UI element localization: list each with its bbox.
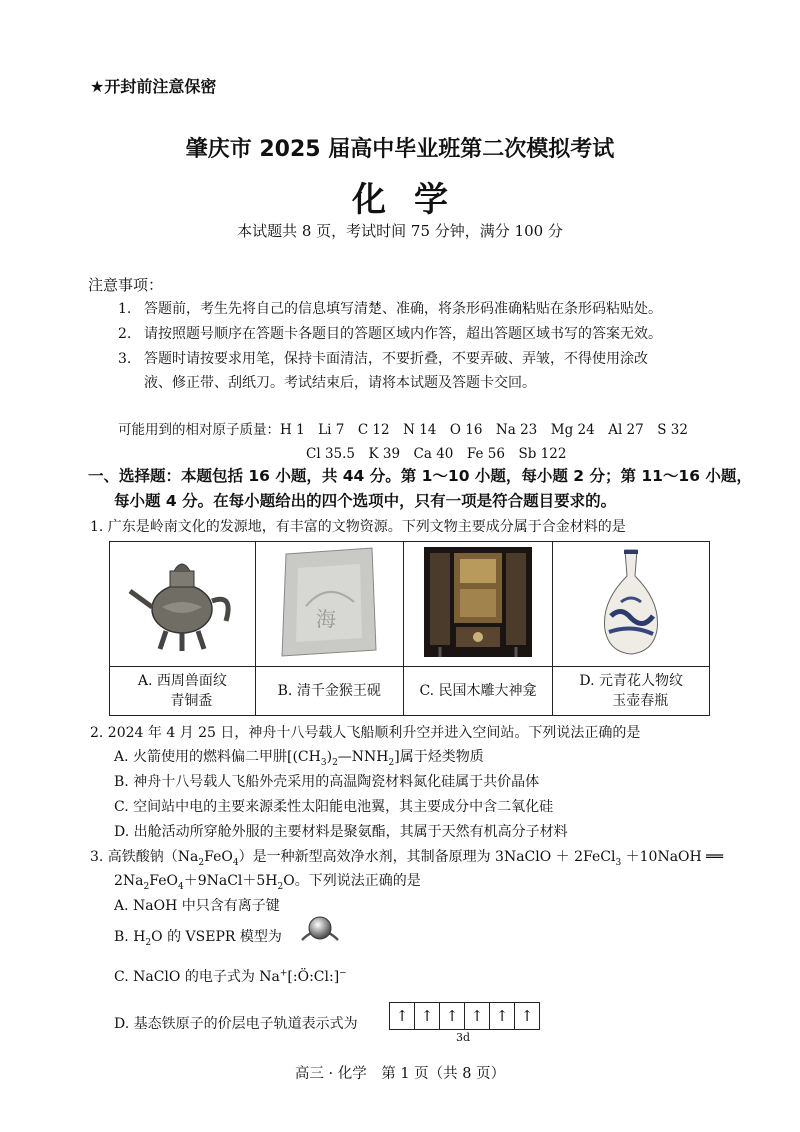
orbital-box: ↑: [520, 1007, 534, 1025]
q3-text: 3. 高铁酸钠（Na: [90, 849, 199, 865]
q3-sub: 4: [232, 857, 239, 868]
section-line-2: 每小题 4 分。在每小题给出的四个选项中，只有一项是符合题目要求的。: [114, 492, 617, 510]
q2a-sub: 3: [320, 757, 327, 768]
relic-image-d: [553, 542, 710, 667]
question-2-option-c[interactable]: C. 空间站中电的主要来源柔性太阳能电池翼，其主要成分中含二氧化硅: [114, 799, 554, 815]
notice-item-3: [118, 348, 648, 368]
notice-text: 答题时请按要求用笔，保持卡面清洁，不要折叠，不要弄破、弄皱，不得使用涂改: [144, 351, 648, 367]
notice-text: 液、修正带、刮纸刀。考试结束后，请将本试题及答题卡交回。: [144, 375, 536, 391]
notice-num: 3.: [118, 351, 132, 367]
notice-item-3-cont: [144, 372, 536, 392]
q2a-sub: 2: [332, 757, 338, 768]
inkstone-image: [276, 546, 382, 658]
question-3-stem-line-2: [114, 870, 421, 892]
relics-table: [109, 541, 710, 716]
notice-item-2: [118, 323, 662, 343]
option-c-cell[interactable]: [403, 667, 553, 716]
q3-text: ）是一种新型高效净水剂，其制备原理为 3NaClO ＋ 2FeCl: [238, 849, 616, 865]
orbital-box: ↑: [440, 1003, 465, 1029]
q3-text: 2Na: [114, 873, 144, 889]
shrine-image: [420, 543, 536, 661]
notice-text: 请按照题号顺序在答题卡各题目的答题区域内作答，超出答题区域书写的答案无效。: [144, 326, 662, 342]
q3b-text: B. H: [114, 929, 146, 945]
relic-image-a: [110, 542, 256, 667]
exam-title: 肇庆市 2025 届高中毕业班第二次模拟考试: [185, 137, 615, 162]
section-heading: [88, 464, 752, 514]
orbital-box: ↑: [390, 1003, 415, 1029]
option-a-label-2: 青铜盉: [170, 693, 213, 709]
atomic-mass-line-1: 可能用到的相对原子质量：H 1 Li 7 C 12 N 14 O 16 Na 23 Mg 24 Al 27 S 32: [118, 422, 688, 438]
orbital-box: ↑: [490, 1003, 515, 1029]
subject-title: 化学: [352, 180, 476, 220]
question-3-option-c[interactable]: [114, 966, 347, 986]
orbital-box: ↑: [415, 1003, 440, 1029]
question-2-stem: 2. 2024 年 4 月 25 日，神舟十八号载人飞船顺利升空并进入空间站。下列说法正确的是: [90, 725, 641, 741]
q2a-text: —NNH: [337, 749, 389, 765]
question-2-option-a[interactable]: [114, 746, 484, 768]
q3-text: FeO: [204, 849, 233, 865]
confidential-notice: ★开封前注意保密: [90, 77, 217, 96]
q3-text: ＋10NaOH ══: [621, 849, 724, 865]
question-2-option-d[interactable]: D. 出舱活动所穿舱外服的主要材料是聚氨酯，其属于天然有机高分子材料: [114, 824, 568, 840]
question-3-option-d[interactable]: D. 基态铁原子的价层电子轨道表示式为: [114, 1016, 358, 1032]
q2a-sub: 2: [388, 757, 395, 768]
section-line-1: 一、选择题：本题包括 16 小题，共 44 分。第 1～10 小题，每小题 2 分；第 11～16 小题，: [88, 467, 752, 485]
q3-sub: 2: [143, 881, 150, 892]
charge-plus: +: [279, 968, 288, 979]
charge-minus: −: [339, 968, 347, 979]
q3-sub: 2: [277, 881, 284, 892]
q3b-sub: 2: [145, 937, 152, 948]
option-b-label: B. 清千金猴王砚: [277, 683, 381, 699]
q3-text: O。下列说法正确的是: [283, 873, 421, 889]
question-3-option-b[interactable]: [114, 926, 282, 948]
notice-text: 答题前，考生先将自己的信息填写清楚、准确，将条形码准确粘贴在条形码粘贴处。: [144, 301, 662, 317]
q2a-text: ]属于烃类物质: [394, 749, 484, 765]
q3-sub: 4: [177, 881, 184, 892]
q3-sub: 3: [615, 857, 622, 868]
q3-sub: 2: [198, 857, 205, 868]
electron-formula: [:Ö:Cl:]: [287, 969, 340, 985]
orbital-label: 3d: [456, 1031, 471, 1044]
exam-info: 本试题共 8 页，考试时间 75 分钟，满分 100 分: [237, 222, 563, 240]
option-b-cell[interactable]: [255, 667, 403, 716]
option-d-label: D. 元青花人物纹: [579, 673, 684, 689]
notice-item-1: [118, 298, 662, 318]
notice-num: 2.: [118, 326, 132, 342]
question-2-option-b[interactable]: B. 神舟十八号载人飞船外壳采用的高温陶瓷材料氮化硅属于共价晶体: [114, 774, 540, 790]
vsepr-model-icon: [292, 914, 348, 948]
question-1-stem: 1. 广东是岭南文化的发源地，有丰富的文物资源。下列文物主要成分属于合金材料的是: [90, 519, 626, 535]
relic-image-b: [255, 542, 403, 667]
option-d-cell[interactable]: [553, 667, 710, 716]
bronze-vessel-image: [122, 547, 242, 657]
orbital-diagram: [389, 1002, 540, 1030]
q3c-text: C. NaClO 的电子式为 Na: [114, 969, 280, 985]
orbital-box: ↑: [465, 1003, 490, 1029]
q2a-text: ): [326, 749, 333, 765]
q3-text: FeO: [149, 873, 178, 889]
relic-image-c: [403, 542, 553, 667]
notice-heading: 注意事项：: [88, 276, 164, 294]
inkstone-character: 海: [316, 607, 337, 631]
vase-image: [591, 546, 671, 658]
option-a-cell[interactable]: [110, 667, 256, 716]
q3-text: ＋9NaCl＋5H: [183, 873, 278, 889]
notice-num: 1.: [118, 301, 132, 317]
page-footer: 高三 · 化学 第 1 页（共 8 页）: [294, 1066, 506, 1082]
question-3-option-a[interactable]: A. NaOH 中只含有离子键: [114, 898, 280, 914]
option-c-label: C. 民国木雕大神龛: [419, 683, 537, 699]
option-a-label: A. 西周兽面纹: [137, 673, 227, 689]
q3b-text: O 的 VSEPR 模型为: [151, 929, 282, 945]
atomic-mass-line-2: Cl 35.5 K 39 Ca 40 Fe 56 Sb 122: [306, 446, 567, 462]
option-d-label-2: 玉壶春瓶: [612, 693, 669, 709]
question-3-stem-line-1: [90, 846, 723, 868]
q2a-text: A. 火箭使用的燃料偏二甲肼[(CH: [114, 749, 321, 765]
